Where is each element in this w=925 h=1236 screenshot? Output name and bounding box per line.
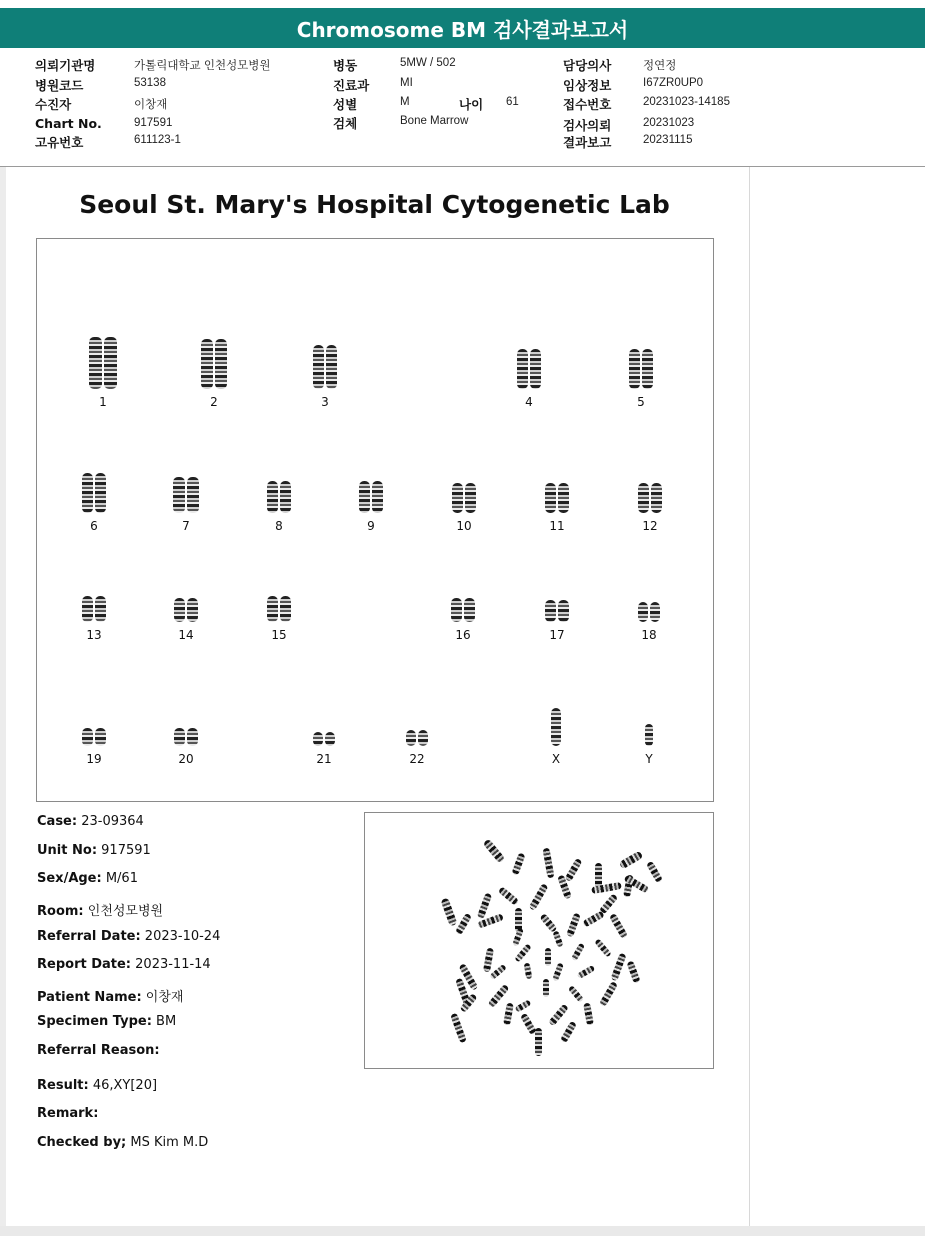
chromosome-label: 20 [178,752,194,766]
chromosome-band [545,600,556,622]
metaphase-chromosome [571,943,585,962]
chromosome-label: 12 [642,519,658,533]
chromosome-band [95,596,106,622]
chromosome-label: 17 [549,628,565,642]
patient-info-panel [0,52,925,166]
info-label: 병동 [333,58,358,73]
chromosome-band [558,483,569,513]
info-value: M [400,96,410,108]
chromosome-pair [429,483,499,513]
metaphase-chromosome [512,928,524,947]
metaphase-chromosome [564,858,582,882]
chromosome-label: 11 [549,519,565,533]
metaphase-chromosome [489,964,507,980]
metaphase-chromosome [566,913,581,938]
info-value: 20231115 [643,134,693,146]
chromosome-band [517,349,528,389]
left-margin [0,167,6,1227]
chromosome-band [645,724,653,746]
chromosome-pair [522,483,592,513]
chromosome-band [95,473,106,513]
metaphase-chromosome [577,965,596,979]
chromosome-label: 2 [210,395,218,409]
info-label: 성별 [333,97,358,112]
chromosome-18 [614,602,684,642]
chromosome-pair [614,602,684,622]
chromosome-pair [521,708,591,746]
case-value: M/61 [101,871,138,886]
chromosome-band [313,732,323,746]
info-value: 53138 [134,77,166,89]
case-row [37,814,144,829]
metaphase-image [364,812,714,1069]
case-value: 이창재 [141,990,184,1005]
chromosome-band [629,349,640,389]
chromosome-22 [382,730,452,766]
info-value: 20231023 [643,117,695,129]
chromosome-band [638,602,648,622]
info-value: 가톨릭대학교 인천성모병원 [134,60,271,72]
chromosome-band [451,598,462,622]
chromosome-band [452,483,463,513]
case-value: 2023-10-24 [140,929,221,944]
chromosome-pair [615,483,685,513]
chromosome-2 [179,339,249,409]
info-label: 접수번호 [563,97,612,112]
case-key: Room: [37,904,84,919]
metaphase-chromosome [609,913,628,939]
chromosome-pair [151,598,221,622]
chromosome-pair [494,349,564,389]
metaphase-chromosome [539,913,557,933]
chromosome-label: 16 [455,628,471,642]
metaphase-chromosome [646,861,663,884]
info-label: 병원코드 [35,78,84,93]
case-row [37,843,151,858]
metaphase-chromosome [552,963,564,982]
chromosome-band [406,730,416,746]
chromosome-6 [59,473,129,533]
chromosome-band [651,483,662,513]
metaphase-chromosome [594,938,611,957]
case-row [37,1078,157,1093]
case-key: Sex/Age: [37,871,102,886]
chromosome-band [187,728,198,746]
chromosome-9 [336,481,406,533]
case-row [37,986,183,1005]
chromosome-8 [244,481,314,533]
metaphase-chromosome [583,1003,594,1026]
chromosome-label: 18 [641,628,657,642]
metaphase-chromosome [560,1021,577,1044]
metaphase-chromosome [498,886,519,906]
metaphase-chromosome [626,960,640,983]
case-value: 인천성모병원 [83,904,164,919]
age-value: 61 [506,96,519,108]
metaphase-chromosome [535,1028,542,1056]
chromosome-label: 8 [275,519,283,533]
chromosome-band [313,345,324,389]
chromosome-3 [290,345,360,409]
chromosome-12 [615,483,685,533]
chromosome-band [558,600,569,622]
chromosome-pair [606,349,676,389]
chromosome-label: 6 [90,519,98,533]
chromosome-label: 22 [409,752,425,766]
chromosome-band [82,728,93,746]
case-value: 2023-11-14 [131,957,211,972]
info-label: Chart No. [35,116,102,131]
case-value: 917591 [97,843,151,858]
info-label: 진료과 [333,78,370,93]
info-label: 수진자 [35,97,72,112]
chromosome-pair [244,596,314,622]
chromosome-label: 13 [86,628,102,642]
chromosome-band [359,481,370,513]
metaphase-chromosome [582,910,605,927]
metaphase-chromosome [528,883,548,911]
info-value: 917591 [134,117,173,129]
chromosome-band [201,339,213,389]
info-label: 결과보고 [563,135,612,150]
chromosome-label: 1 [99,395,107,409]
metaphase-chromosome [524,963,533,980]
metaphase-chromosome [450,1013,467,1044]
chromosome-pair [614,724,684,746]
chromosome-band [280,596,291,622]
chromosome-7 [151,477,221,533]
bottom-margin [0,1226,925,1236]
metaphase-chromosome [548,1004,569,1027]
lab-title: Seoul St. Mary's Hospital Cytogenetic Lab [79,190,670,219]
chromosome-16 [428,598,498,642]
case-row [37,957,211,972]
metaphase-chromosome [455,913,472,936]
chromosome-band [174,598,185,622]
chromosome-pair [151,477,221,513]
chromosome-band [280,481,291,513]
chromosome-band [465,483,476,513]
metaphase-chromosome [514,943,531,962]
metaphase-chromosome [477,893,492,920]
chromosome-label: 10 [456,519,472,533]
info-value: Bone Marrow [400,115,469,127]
case-key: Referral Reason: [37,1043,160,1058]
metaphase-chromosome [610,953,626,982]
metaphase-chromosome [543,979,549,997]
chromosome-20 [151,728,221,766]
chromosome-21 [289,732,359,766]
right-blank-panel [749,167,925,1227]
chromosome-band [650,602,660,622]
info-label: 검체 [333,116,358,131]
chromosome-10 [429,483,499,533]
chromosome-band [464,598,475,622]
case-key: Specimen Type: [37,1014,152,1029]
metaphase-chromosome [599,981,618,1007]
case-key: Report Date: [37,957,132,972]
chromosome-4 [494,349,564,409]
info-value: 5MW / 502 [400,57,456,69]
chromosome-band [215,339,227,389]
info-value: 정연정 [643,60,677,72]
chromosome-y [614,724,684,766]
case-key: Patient Name: [37,990,142,1005]
case-row [37,900,163,919]
case-key: Result: [37,1078,89,1093]
case-row [37,1135,208,1150]
chromosome-label: 5 [637,395,645,409]
chromosome-band [95,728,106,746]
metaphase-chromosome [483,948,494,973]
metaphase-chromosome [545,948,551,966]
chromosome-11 [522,483,592,533]
metaphase-chromosome [515,999,532,1012]
metaphase-chromosome [503,1003,514,1026]
chromosome-label: X [551,752,561,766]
metaphase-chromosome [483,838,506,863]
chromosome-band [418,730,428,746]
case-row [37,871,138,886]
chromosome-band [551,708,561,746]
info-label: 임상정보 [563,78,612,93]
case-row [37,1014,176,1029]
chromosome-band [530,349,541,389]
info-value: MI [400,77,413,89]
chromosome-pair [68,337,138,389]
chromosome-13 [59,596,129,642]
chromosome-band [267,481,278,513]
chromosome-1 [68,337,138,409]
chromosome-pair [244,481,314,513]
report-title-bar [0,8,925,48]
chromosome-pair [522,600,592,622]
chromosome-label: 15 [271,628,287,642]
chromosome-pair [151,728,221,746]
chromosome-band [174,728,185,746]
chromosome-band [89,337,102,389]
chromosome-band [187,598,198,622]
metaphase-chromosome [552,930,563,947]
case-value: BM [151,1014,177,1029]
chromosome-15 [244,596,314,642]
chromosome-band [173,477,185,513]
chromosome-pair [59,728,129,746]
case-key: Remark: [37,1106,99,1121]
chromosome-label: 4 [525,395,533,409]
info-label: 담당의사 [563,58,612,73]
chromosome-14 [151,598,221,642]
chromosome-pair [289,732,359,746]
chromosome-band [104,337,117,389]
metaphase-chromosome [619,851,644,870]
chromosome-pair [59,596,129,622]
chromosome-band [82,596,93,622]
chromosome-band [545,483,556,513]
case-value: 46,XY[20] [88,1078,158,1093]
chromosome-label: 7 [182,519,190,533]
case-row [37,1106,98,1121]
chromosome-pair [290,345,360,389]
case-key: Case: [37,814,78,829]
metaphase-chromosome [511,852,525,875]
chromosome-band [642,349,653,389]
chromosome-band [187,477,199,513]
info-label: 고유번호 [35,135,84,150]
chromosome-pair [59,473,129,513]
chromosome-label: 9 [367,519,375,533]
chromosome-label: 3 [321,395,329,409]
metaphase-chromosome [568,985,584,1003]
chromosome-17 [522,600,592,642]
age-label: 나이 [459,97,484,112]
chromosome-band [82,473,93,513]
info-label: 검사의뢰 [563,118,612,133]
info-value: I67ZR0UP0 [643,77,704,89]
chromosome-x [521,708,591,766]
chromosome-label: 14 [178,628,194,642]
chromosome-band [638,483,649,513]
metaphase-chromosome [440,897,457,926]
case-row [37,929,220,944]
chromosome-pair [336,481,406,513]
metaphase-chromosome [542,848,554,879]
chromosome-pair [382,730,452,746]
chromosome-label: 19 [86,752,102,766]
chromosome-band [372,481,383,513]
karyogram [36,238,714,802]
chromosome-pair [428,598,498,622]
chromosome-pair [179,339,249,389]
chromosome-band [325,732,335,746]
info-value: 611123-1 [134,134,181,146]
info-value: 20231023-14185 [643,96,730,108]
case-value: 23-09364 [77,814,144,829]
case-key: Referral Date: [37,929,141,944]
chromosome-band [326,345,337,389]
chromosome-5 [606,349,676,409]
chromosome-label: Y [645,752,653,766]
case-key: Unit No: [37,843,98,858]
case-key: Checked by; [37,1135,127,1150]
report-title: Chromosome BM 검사결과보고서 [296,17,629,42]
case-row [37,1043,160,1058]
info-label: 의뢰기관명 [35,58,96,73]
chromosome-band [267,596,278,622]
chromosome-19 [59,728,129,766]
chromosome-label: 21 [316,752,332,766]
info-value: 이창재 [134,99,168,111]
case-value: MS Kim M.D [126,1135,209,1150]
